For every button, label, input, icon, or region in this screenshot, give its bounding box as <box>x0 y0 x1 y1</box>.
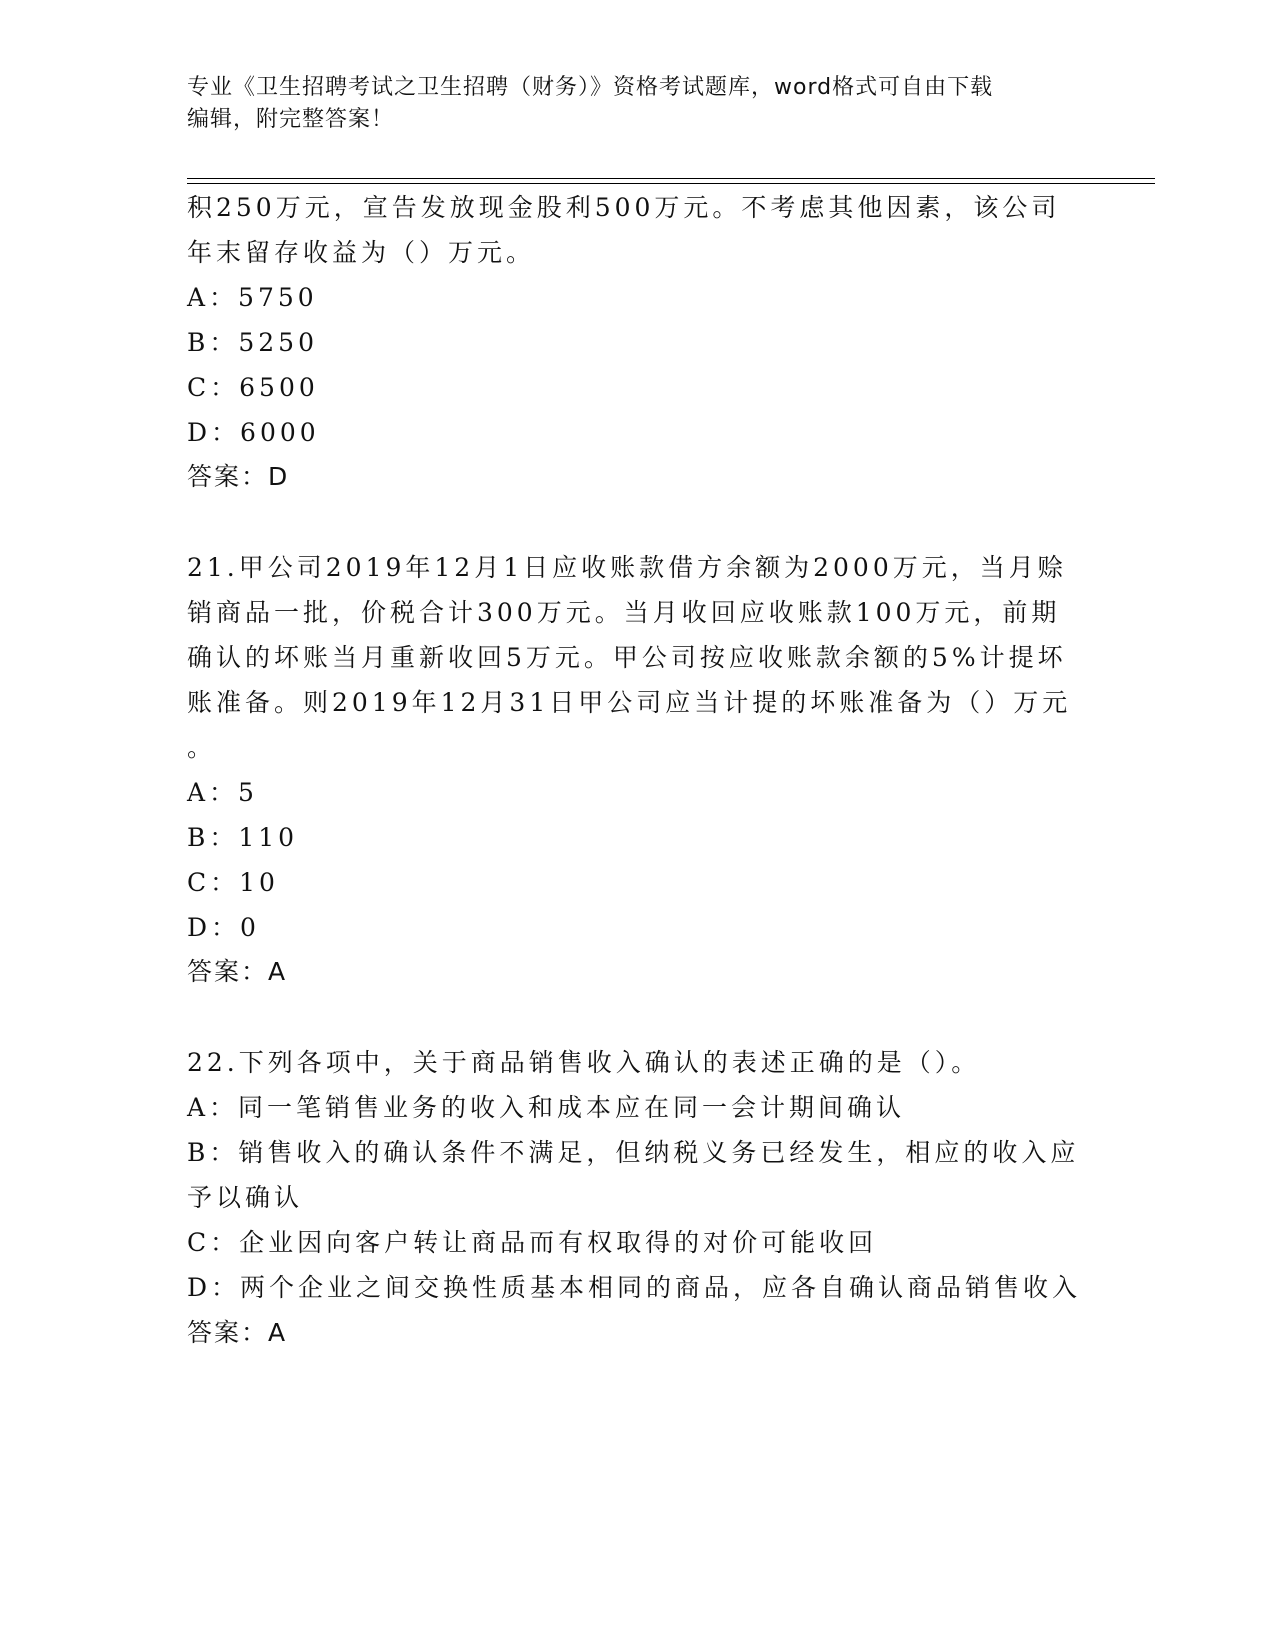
document-header <box>187 72 1067 136</box>
q20-option-d: D：6000 <box>187 418 320 447</box>
q21-answer: 答案：A <box>187 957 288 986</box>
q20-text-line-1: 积250万元，宣告发放现金股利500万元。不考虑其他因素，该公司 <box>187 193 1061 222</box>
q20-option-b: B：5250 <box>187 328 318 357</box>
q20-text-line-2: 年末留存收益为（）万元。 <box>187 238 536 267</box>
q22-option-d: D：两个企业之间交换性质基本相同的商品，应各自确认商品销售收入 <box>187 1273 1082 1302</box>
q21-text-line-1: 21.甲公司2019年12月1日应收账款借方余额为2000万元，当月赊 <box>187 553 1067 582</box>
header-line-2: 编辑，附完整答案！ <box>187 107 395 132</box>
header-divider-bottom <box>187 183 1155 184</box>
q22-option-b-line-1: B：销售收入的确认条件不满足，但纳税义务已经发生，相应的收入应 <box>187 1138 1080 1167</box>
q21-text-line-3: 确认的坏账当月重新收回5万元。甲公司按应收账款余额的5%计提坏 <box>187 643 1067 672</box>
q21-text-line-2: 销商品一批，价税合计300万元。当月收回应收账款100万元，前期 <box>187 598 1061 627</box>
q21-text-line-5: 。 <box>187 733 217 762</box>
header-line-1: 专业《卫生招聘考试之卫生招聘（财务）》资格考试题库，word格式可自由下载 <box>187 75 994 100</box>
q22-option-c: C：企业因向客户转让商品而有权取得的对价可能收回 <box>187 1228 878 1257</box>
q22-text-line-1: 22.下列各项中，关于商品销售收入确认的表述正确的是（）。 <box>187 1048 981 1077</box>
q21-option-d: D：0 <box>187 913 260 942</box>
q20-option-c: C：6500 <box>187 373 319 402</box>
q22-answer: 答案：A <box>187 1318 288 1347</box>
q21-text-line-4: 账准备。则2019年12月31日甲公司应当计提的坏账准备为（）万元 <box>187 688 1072 717</box>
q21-option-a: A：5 <box>187 778 258 807</box>
q21-option-b: B：110 <box>187 823 299 852</box>
q22-option-b-line-2: 予以确认 <box>187 1183 304 1212</box>
q20-option-a: A：5750 <box>187 283 318 312</box>
q20-answer: 答案：D <box>187 462 290 491</box>
q21-option-c: C：10 <box>187 868 279 897</box>
q22-option-a: A：同一笔销售业务的收入和成本应在同一会计期间确认 <box>187 1093 906 1122</box>
header-divider-top <box>187 178 1155 179</box>
